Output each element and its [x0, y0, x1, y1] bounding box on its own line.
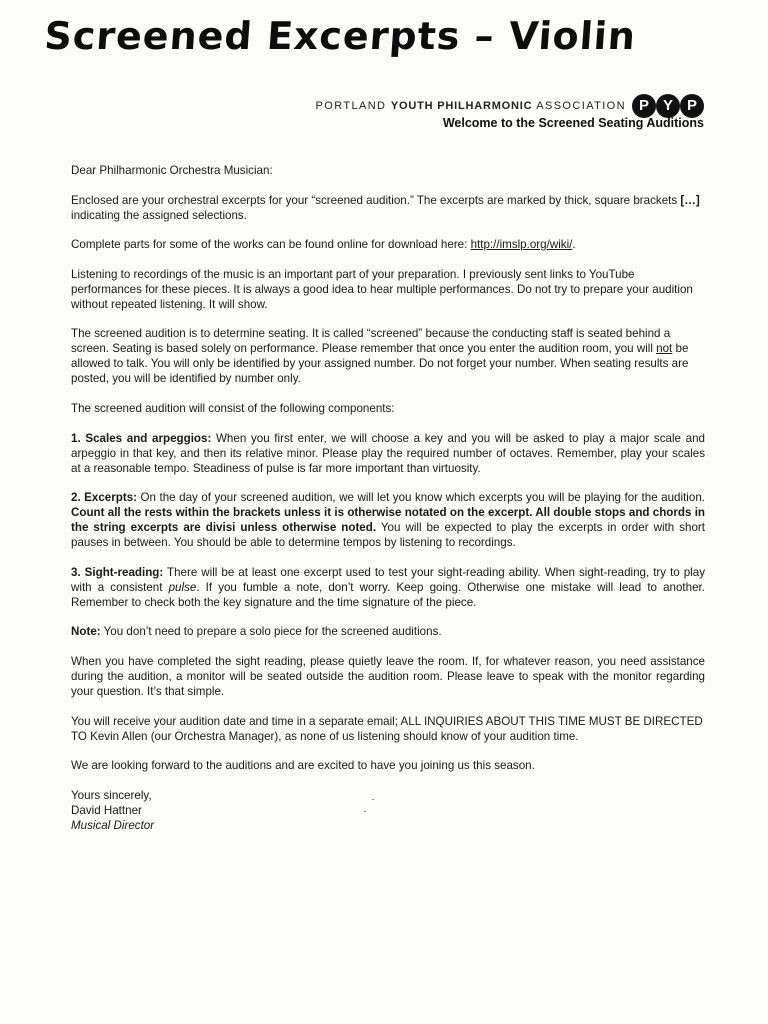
page-title: Screened Excerpts – Violin	[43, 14, 638, 58]
association-name: PORTLAND YOUTH PHILHARMONIC ASSOCIATION	[315, 100, 626, 112]
salutation: Dear Philharmonic Orchestra Musician:	[71, 164, 273, 177]
bracket-symbol: […]	[680, 193, 700, 207]
paragraph-parts-online: Complete parts for some of the works can be found online for download here: http://imslp.org/wiki/.	[71, 238, 576, 252]
paragraph-looking-forward: We are looking forward to the auditions and are excited to have you joining us this season.	[71, 759, 535, 773]
letter-body	[71, 163, 705, 833]
logo-letter-p1: P	[632, 94, 656, 118]
scan-speck	[364, 811, 366, 812]
paragraph-screened-purpose: The screened audition is to determine seating. It is called “screened” because the conducting staff is seated behind a screen. Seating is based solely on performance. Please remember that once you enter the audition room, you will not be allowed to talk. You will only be identified by your assigned number. Do not forget your number. When seating results are posted, you will be identified by number only.	[71, 327, 689, 386]
closing: Yours sincerely,	[71, 788, 152, 802]
letterhead	[316, 97, 705, 131]
paragraph-after-sight-reading: When you have completed the sight reading, please quietly leave the room. If, for whatever reason, you need assistance during the audition, a monitor will be seated outside the audition room. Please leave to speak with the monitor regarding your question. It’s that simple.	[71, 654, 705, 698]
paragraph-listening: Listening to recordings of the music is an important part of your preparation. I previously sent links to YouTube performances for these pieces. It is always a good idea to hear multiple performances. Do not try to prepare your audition without repeated listening. It will show.	[71, 267, 693, 311]
paragraph-audition-date: You will receive your audition date and time in a separate email; ALL INQUIRIES ABOUT THIS TIME MUST BE DIRECTED TO Kevin Allen (our Orchestra Manager), as none of us listening should know of your audition time.	[71, 714, 703, 743]
item-scales-arpeggios: 1. Scales and arpeggios: When you first enter, we will choose a key and you will be asked to play a major scale and arpeggio in that key, and then its relative minor. Please play the required number of octaves. Remember, play your scales at a reasonable tempo. Steadiness of pulse is far more important than virtuosity.	[71, 431, 705, 475]
scan-speck	[372, 799, 374, 800]
note-paragraph: Note: You don’t need to prepare a solo piece for the screened auditions.	[71, 625, 442, 639]
paragraph-excerpts-enclosed: Enclosed are your orchestral excerpts for your “screened audition.” The excerpts are marked by thick, square brackets […] indicating the assigned selections.	[71, 193, 700, 222]
item-excerpts: 2. Excerpts: On the day of your screened audition, we will let you know which excerpts you will be playing for the audition. Count all the rests within the brackets unless it is otherwise notated on the excerpt. All double stops and chords in the string excerpts are divisi unless otherwise noted. You will be expected to play the excerpts in order with short pauses in between. You should be able to determine tempos by listening to recordings.	[71, 491, 705, 550]
letterhead-tagline: Welcome to the Screened Seating Auditions	[442, 116, 704, 130]
imslp-link[interactable]: http://imslp.org/wiki/	[470, 238, 573, 252]
signer-title: Musical Director	[71, 818, 155, 832]
logo-letter-p2: P	[680, 94, 704, 118]
signer-name: David Hattner	[71, 803, 142, 817]
item-sight-reading: 3. Sight-reading: There will be at least one excerpt used to test your sight-reading ability. When sight-reading, try to play with a consistent pulse. If you fumble a note, don’t worry. Keep going. Otherwise one mistake will lead to another. Remember to check both the key signature and the time signature of the piece.	[71, 565, 705, 609]
logo-letter-y: Y	[656, 94, 680, 118]
paragraph-components-intro: The screened audition will consist of the following components:	[71, 401, 395, 415]
